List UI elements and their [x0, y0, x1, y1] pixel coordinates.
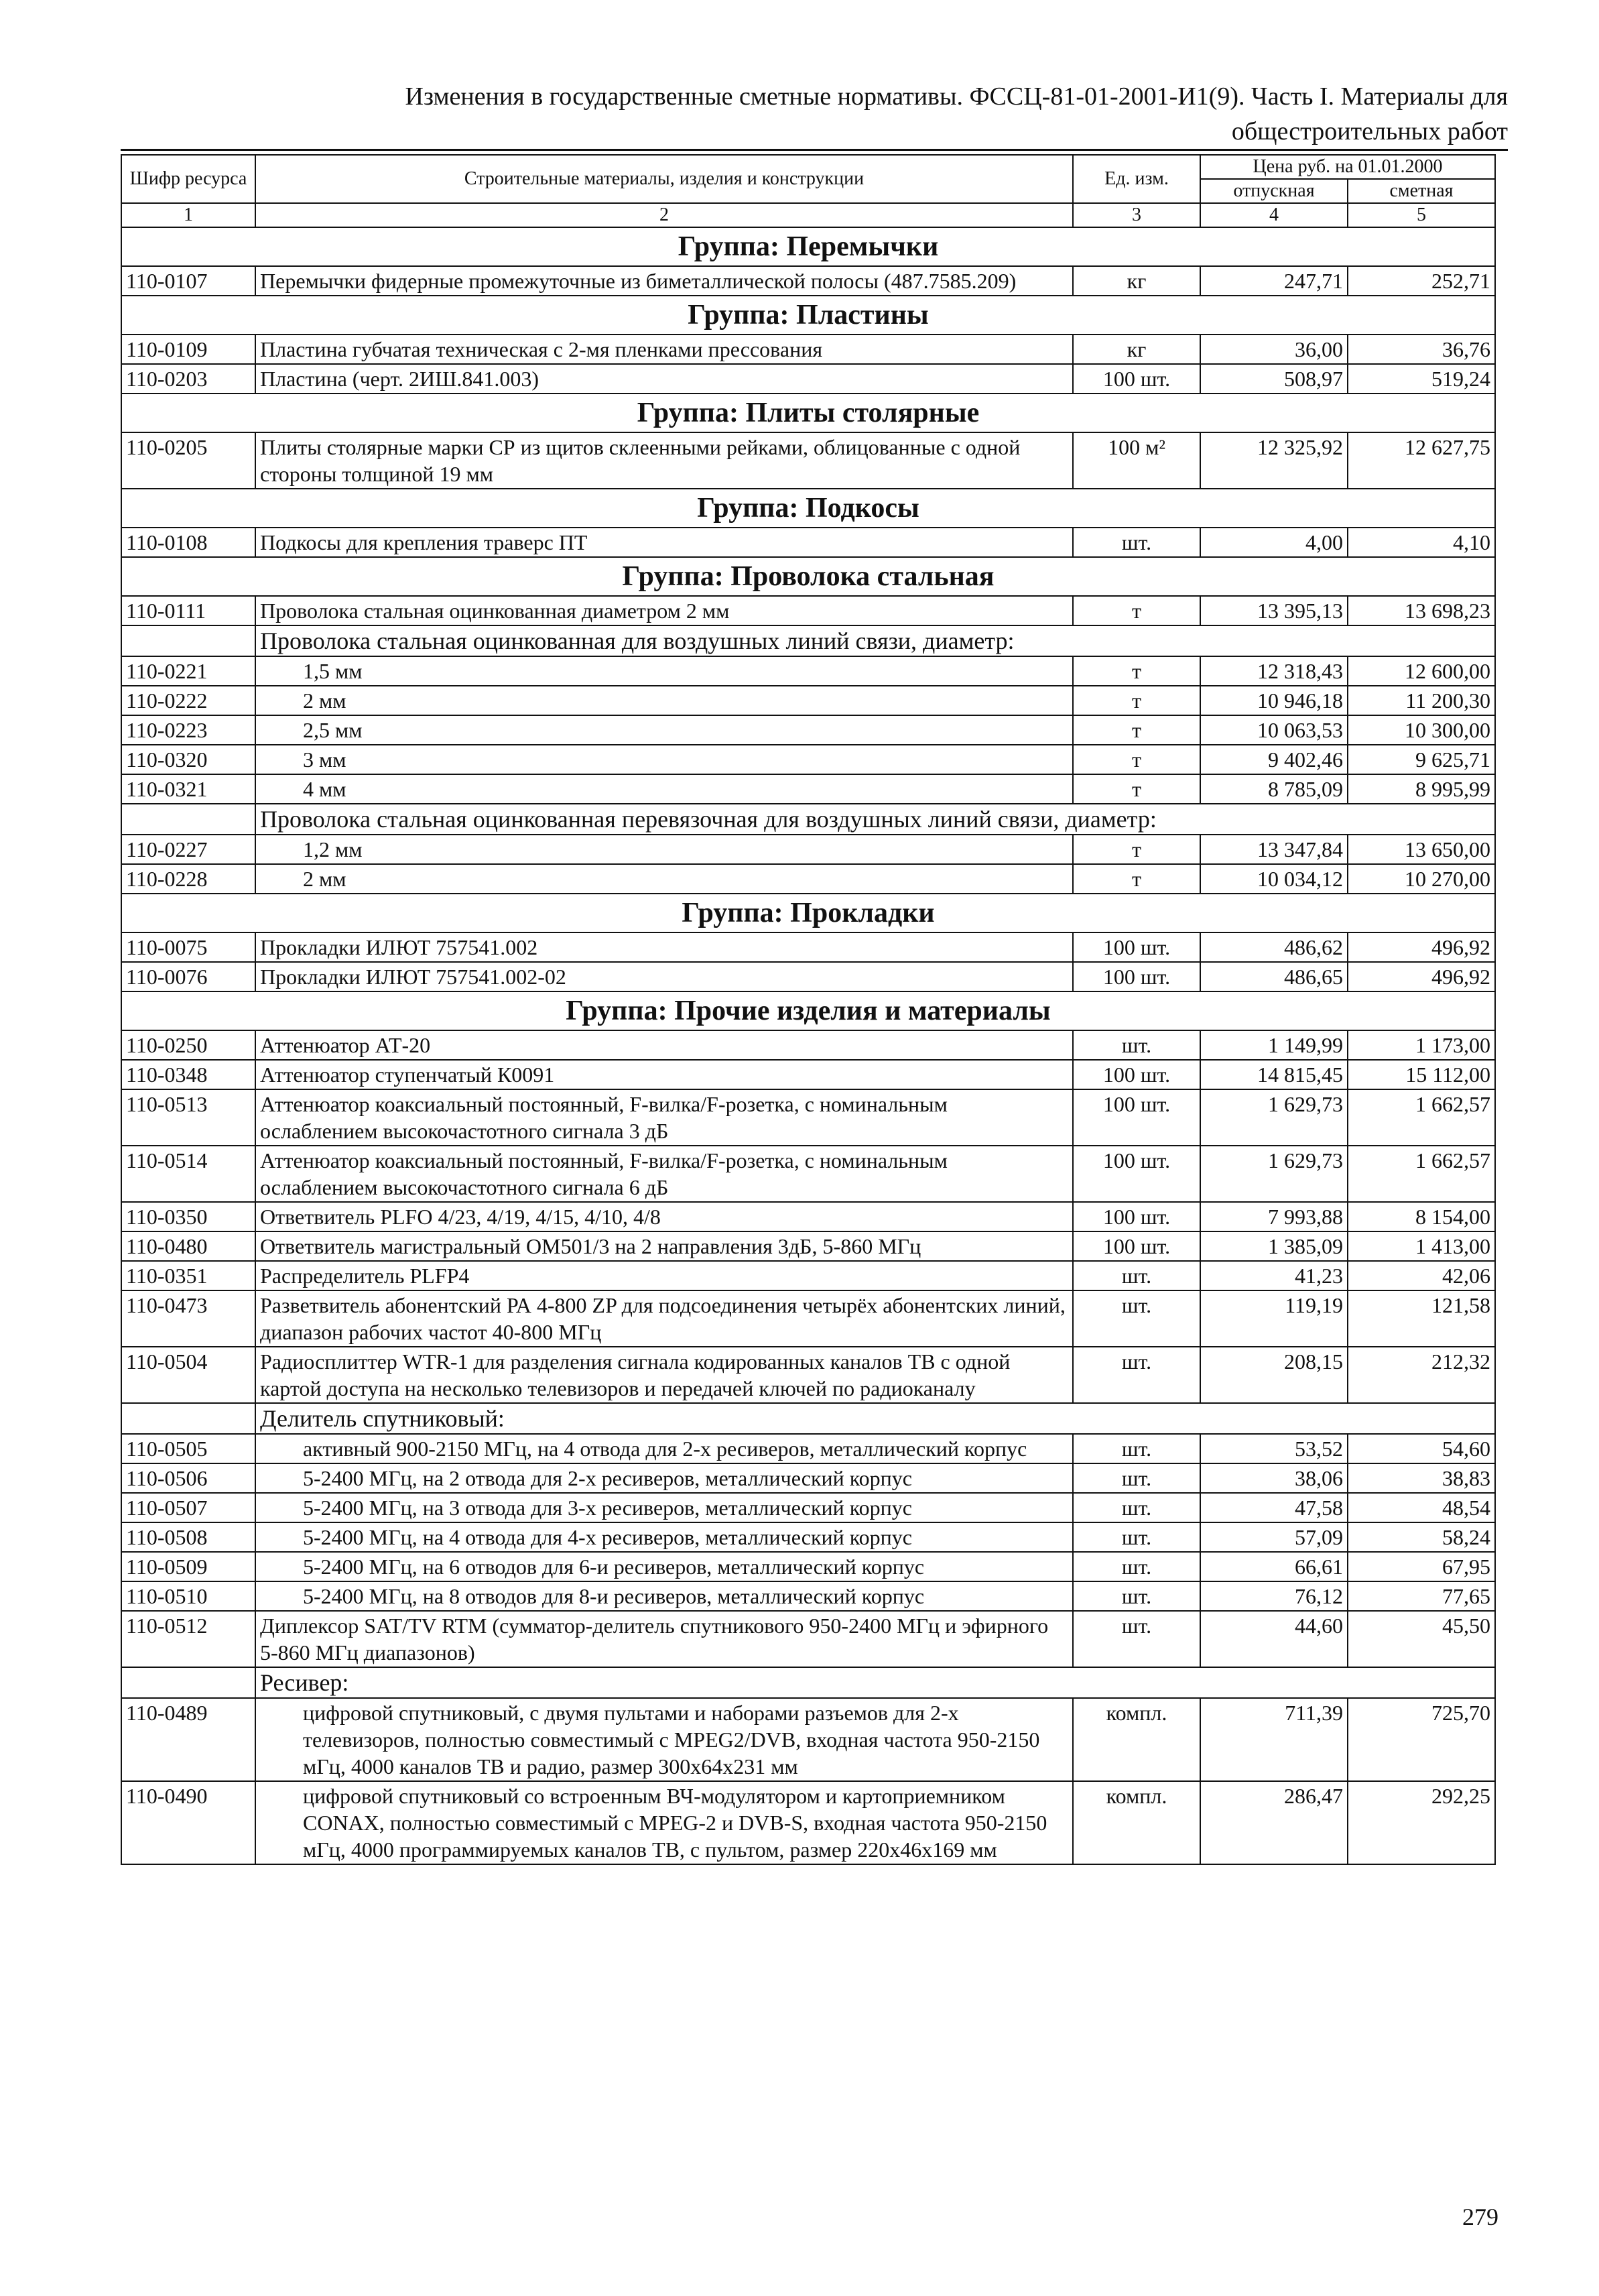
- unit-of-measure: 100 шт.: [1073, 1202, 1200, 1231]
- estimate-price: 10 300,00: [1348, 715, 1495, 745]
- release-price: 9 402,46: [1200, 745, 1348, 774]
- estimate-price: 252,71: [1348, 266, 1495, 296]
- estimate-price: 519,24: [1348, 364, 1495, 394]
- material-name: Ответвитель PLFO 4/23, 4/19, 4/15, 4/10, 4/8: [255, 1202, 1073, 1231]
- estimate-price: 12 627,75: [1348, 432, 1495, 489]
- table-row: [121, 835, 1495, 864]
- col-header-code: Шифр ресурса: [121, 155, 255, 203]
- estimate-price: 121,58: [1348, 1290, 1495, 1347]
- group-title: Группа: Пластины: [121, 296, 1495, 335]
- release-price: 7 993,88: [1200, 1202, 1348, 1231]
- material-name: Аттенюатор коаксиальный постоянный, F-вилка/F-розетка, с номинальным ослаблением высокочастотного сигнала 6 дБ: [255, 1146, 1073, 1202]
- group-heading-row: [121, 489, 1495, 528]
- price-table: [121, 154, 1496, 1865]
- estimate-price: 4,10: [1348, 528, 1495, 557]
- table-row: [121, 745, 1495, 774]
- table-row: [121, 1781, 1495, 1864]
- subgroup-heading-row: [121, 804, 1495, 835]
- header-rule: [121, 149, 1508, 151]
- unit-of-measure: 100 шт.: [1073, 1231, 1200, 1261]
- estimate-price: 15 112,00: [1348, 1060, 1495, 1089]
- estimate-price: 496,92: [1348, 932, 1495, 962]
- resource-code: 110-0504: [121, 1347, 255, 1403]
- release-price: 4,00: [1200, 528, 1348, 557]
- material-name: активный 900-2150 МГц, на 4 отвода для 2-х ресиверов, металлический корпус: [255, 1434, 1073, 1463]
- release-price: 508,97: [1200, 364, 1348, 394]
- group-heading-row: [121, 557, 1495, 596]
- table-row: [121, 1463, 1495, 1493]
- release-price: 10 034,12: [1200, 864, 1348, 894]
- estimate-price: 1 413,00: [1348, 1231, 1495, 1261]
- release-price: 36,00: [1200, 335, 1348, 364]
- table-row: [121, 962, 1495, 991]
- estimate-price: 38,83: [1348, 1463, 1495, 1493]
- unit-of-measure: 100 шт.: [1073, 1089, 1200, 1146]
- release-price: 76,12: [1200, 1581, 1348, 1611]
- material-name: цифровой спутниковый, с двумя пультами и наборами разъемов для 2-х телевизоров, полностью совместимый с MPEG2/DVB, входная частота 950-2150 мГц, 4000 каналов ТВ и радио, размер 300х64х231 мм: [255, 1698, 1073, 1781]
- table-row: [121, 1231, 1495, 1261]
- header-line-1: Изменения в государственные сметные нормативы. ФССЦ-81-01-2001-И1(9). Часть I. Материалы для: [405, 82, 1508, 111]
- group-title: Группа: Прочие изделия и материалы: [121, 991, 1495, 1030]
- material-name: 5-2400 МГц, на 4 отвода для 4-х ресиверов, металлический корпус: [255, 1522, 1073, 1552]
- resource-code: 110-0321: [121, 774, 255, 804]
- table-row: [121, 1552, 1495, 1581]
- material-name: 2 мм: [255, 686, 1073, 715]
- resource-code: 110-0508: [121, 1522, 255, 1552]
- unit-of-measure: шт.: [1073, 1522, 1200, 1552]
- release-price: 247,71: [1200, 266, 1348, 296]
- table-row: [121, 1290, 1495, 1347]
- table-row: [121, 686, 1495, 715]
- release-price: 286,47: [1200, 1781, 1348, 1864]
- estimate-price: 1 173,00: [1348, 1030, 1495, 1060]
- resource-code: 110-0250: [121, 1030, 255, 1060]
- release-price: 711,39: [1200, 1698, 1348, 1781]
- resource-code: 110-0490: [121, 1781, 255, 1864]
- table-row: [121, 1347, 1495, 1403]
- resource-code: 110-0507: [121, 1493, 255, 1522]
- unit-of-measure: т: [1073, 774, 1200, 804]
- table-row: [121, 715, 1495, 745]
- table-row: [121, 1261, 1495, 1290]
- unit-of-measure: шт.: [1073, 1493, 1200, 1522]
- column-numbers-row: [121, 203, 1495, 227]
- table-row: [121, 1522, 1495, 1552]
- release-price: 44,60: [1200, 1611, 1348, 1667]
- material-name: Радиосплиттер WTR-1 для разделения сигнала кодированных каналов ТВ с одной картой доступа на несколько телевизоров и передачей ключей по радиоканалу: [255, 1347, 1073, 1403]
- release-price: 47,58: [1200, 1493, 1348, 1522]
- estimate-price: 58,24: [1348, 1522, 1495, 1552]
- table-row: [121, 864, 1495, 894]
- resource-code: 110-0222: [121, 686, 255, 715]
- estimate-price: 42,06: [1348, 1261, 1495, 1290]
- unit-of-measure: т: [1073, 656, 1200, 686]
- resource-code: 110-0227: [121, 835, 255, 864]
- table-row: [121, 1030, 1495, 1060]
- release-price: 1 629,73: [1200, 1089, 1348, 1146]
- estimate-price: 1 662,57: [1348, 1146, 1495, 1202]
- estimate-price: 12 600,00: [1348, 656, 1495, 686]
- table-row: [121, 1089, 1495, 1146]
- resource-code: 110-0076: [121, 962, 255, 991]
- group-title: Группа: Прокладки: [121, 894, 1495, 932]
- material-name: Плиты столярные марки СР из щитов склеенными рейками, облицованные с одной стороны толщиной 19 мм: [255, 432, 1073, 489]
- estimate-price: 725,70: [1348, 1698, 1495, 1781]
- subgroup-title: Проволока стальная оцинкованная перевязочная для воздушных линий связи, диаметр:: [255, 804, 1495, 835]
- release-price: 57,09: [1200, 1522, 1348, 1552]
- estimate-price: 8 995,99: [1348, 774, 1495, 804]
- resource-code: 110-0513: [121, 1089, 255, 1146]
- table-row: [121, 1202, 1495, 1231]
- release-price: 12 325,92: [1200, 432, 1348, 489]
- resource-code: 110-0506: [121, 1463, 255, 1493]
- table-row: [121, 1060, 1495, 1089]
- material-name: Аттенюатор АТ-20: [255, 1030, 1073, 1060]
- subgroup-title: Делитель спутниковый:: [255, 1403, 1495, 1434]
- subgroup-code-cell: [121, 625, 255, 656]
- unit-of-measure: шт.: [1073, 1290, 1200, 1347]
- material-name: 4 мм: [255, 774, 1073, 804]
- unit-of-measure: шт.: [1073, 1611, 1200, 1667]
- material-name: 2 мм: [255, 864, 1073, 894]
- table-row: [121, 596, 1495, 625]
- unit-of-measure: т: [1073, 686, 1200, 715]
- group-title: Группа: Плиты столярные: [121, 394, 1495, 432]
- resource-code: 110-0109: [121, 335, 255, 364]
- estimate-price: 77,65: [1348, 1581, 1495, 1611]
- unit-of-measure: шт.: [1073, 1347, 1200, 1403]
- col-number: 2: [255, 203, 1073, 227]
- release-price: 119,19: [1200, 1290, 1348, 1347]
- estimate-price: 1 662,57: [1348, 1089, 1495, 1146]
- unit-of-measure: 100 шт.: [1073, 1060, 1200, 1089]
- estimate-price: 212,32: [1348, 1347, 1495, 1403]
- table-row: [121, 1434, 1495, 1463]
- material-name: 1,2 мм: [255, 835, 1073, 864]
- unit-of-measure: 100 шт.: [1073, 364, 1200, 394]
- unit-of-measure: т: [1073, 715, 1200, 745]
- col-header-unit: Ед. изм.: [1073, 155, 1200, 203]
- material-name: Прокладки ИЛЮТ 757541.002: [255, 932, 1073, 962]
- col-number: 3: [1073, 203, 1200, 227]
- release-price: 13 347,84: [1200, 835, 1348, 864]
- subgroup-code-cell: [121, 1403, 255, 1434]
- unit-of-measure: т: [1073, 835, 1200, 864]
- release-price: 13 395,13: [1200, 596, 1348, 625]
- table-row: [121, 1146, 1495, 1202]
- estimate-price: 48,54: [1348, 1493, 1495, 1522]
- resource-code: 110-0489: [121, 1698, 255, 1781]
- resource-code: 110-0509: [121, 1552, 255, 1581]
- estimate-price: 36,76: [1348, 335, 1495, 364]
- group-heading-row: [121, 394, 1495, 432]
- release-price: 208,15: [1200, 1347, 1348, 1403]
- group-heading-row: [121, 991, 1495, 1030]
- subgroup-code-cell: [121, 1667, 255, 1698]
- subgroup-heading-row: [121, 1667, 1495, 1698]
- subgroup-heading-row: [121, 1403, 1495, 1434]
- release-price: 8 785,09: [1200, 774, 1348, 804]
- unit-of-measure: шт.: [1073, 1463, 1200, 1493]
- material-name: Аттенюатор коаксиальный постоянный, F-вилка/F-розетка, с номинальным ослаблением высокочастотного сигнала 3 дБ: [255, 1089, 1073, 1146]
- resource-code: 110-0320: [121, 745, 255, 774]
- resource-code: 110-0203: [121, 364, 255, 394]
- material-name: цифровой спутниковый со встроенным ВЧ-модулятором и картоприемником CONAX, полностью совместимый с MPEG-2 и DVB-S, входная частота 950-2150 мГц, 4000 программируемых каналов ТВ, с пультом, размер 220х46х169 мм: [255, 1781, 1073, 1864]
- group-heading-row: [121, 296, 1495, 335]
- material-name: Подкосы для крепления траверс ПТ: [255, 528, 1073, 557]
- subgroup-heading-row: [121, 625, 1495, 656]
- material-name: 5-2400 МГц, на 3 отвода для 3-х ресиверов, металлический корпус: [255, 1493, 1073, 1522]
- table-row: [121, 774, 1495, 804]
- estimate-price: 496,92: [1348, 962, 1495, 991]
- unit-of-measure: т: [1073, 864, 1200, 894]
- estimate-price: 13 650,00: [1348, 835, 1495, 864]
- material-name: 5-2400 МГц, на 8 отводов для 8-и ресиверов, металлический корпус: [255, 1581, 1073, 1611]
- table-row: [121, 1581, 1495, 1611]
- resource-code: 110-0075: [121, 932, 255, 962]
- unit-of-measure: кг: [1073, 335, 1200, 364]
- estimate-price: 45,50: [1348, 1611, 1495, 1667]
- unit-of-measure: 100 шт.: [1073, 962, 1200, 991]
- unit-of-measure: шт.: [1073, 1261, 1200, 1290]
- unit-of-measure: шт.: [1073, 1030, 1200, 1060]
- material-name: Проволока стальная оцинкованная диаметром 2 мм: [255, 596, 1073, 625]
- group-title: Группа: Перемычки: [121, 227, 1495, 266]
- resource-code: 110-0348: [121, 1060, 255, 1089]
- material-name: 1,5 мм: [255, 656, 1073, 686]
- resource-code: 110-0228: [121, 864, 255, 894]
- unit-of-measure: шт.: [1073, 528, 1200, 557]
- table-row: [121, 932, 1495, 962]
- material-name: 3 мм: [255, 745, 1073, 774]
- col-number: 5: [1348, 203, 1495, 227]
- resource-code: 110-0351: [121, 1261, 255, 1290]
- unit-of-measure: т: [1073, 745, 1200, 774]
- resource-code: 110-0107: [121, 266, 255, 296]
- material-name: Распределитель PLFP4: [255, 1261, 1073, 1290]
- resource-code: 110-0221: [121, 656, 255, 686]
- material-name: Перемычки фидерные промежуточные из биметаллической полосы (487.7585.209): [255, 266, 1073, 296]
- estimate-price: 54,60: [1348, 1434, 1495, 1463]
- table-row: [121, 335, 1495, 364]
- col-header-price: Цена руб. на 01.01.2000: [1200, 155, 1495, 179]
- material-name: Ответвитель магистральный ОМ501/3 на 2 направления 3дБ, 5-860 МГц: [255, 1231, 1073, 1261]
- material-name: Аттенюатор ступенчатый К0091: [255, 1060, 1073, 1089]
- estimate-price: 8 154,00: [1348, 1202, 1495, 1231]
- release-price: 10 063,53: [1200, 715, 1348, 745]
- group-title: Группа: Проволока стальная: [121, 557, 1495, 596]
- unit-of-measure: компл.: [1073, 1781, 1200, 1864]
- release-price: 1 385,09: [1200, 1231, 1348, 1261]
- table-row: [121, 528, 1495, 557]
- release-price: 10 946,18: [1200, 686, 1348, 715]
- col-header-name: Строительные материалы, изделия и конструкции: [255, 155, 1073, 203]
- release-price: 1 629,73: [1200, 1146, 1348, 1202]
- resource-code: 110-0505: [121, 1434, 255, 1463]
- table-body: [121, 227, 1495, 1864]
- material-name: Пластина (черт. 2ИШ.841.003): [255, 364, 1073, 394]
- unit-of-measure: шт.: [1073, 1434, 1200, 1463]
- release-price: 53,52: [1200, 1434, 1348, 1463]
- unit-of-measure: 100 м²: [1073, 432, 1200, 489]
- table-row: [121, 1698, 1495, 1781]
- material-name: 2,5 мм: [255, 715, 1073, 745]
- unit-of-measure: 100 шт.: [1073, 932, 1200, 962]
- col-header-release: отпускная: [1200, 179, 1348, 203]
- table-row: [121, 266, 1495, 296]
- release-price: 41,23: [1200, 1261, 1348, 1290]
- resource-code: 110-0350: [121, 1202, 255, 1231]
- page-header: [121, 79, 1508, 149]
- subgroup-title: Ресивер:: [255, 1667, 1495, 1698]
- material-name: 5-2400 МГц, на 6 отводов для 6-и ресиверов, металлический корпус: [255, 1552, 1073, 1581]
- unit-of-measure: т: [1073, 596, 1200, 625]
- resource-code: 110-0205: [121, 432, 255, 489]
- col-header-estimate: сметная: [1348, 179, 1495, 203]
- release-price: 486,65: [1200, 962, 1348, 991]
- unit-of-measure: шт.: [1073, 1581, 1200, 1611]
- material-name: Прокладки ИЛЮТ 757541.002-02: [255, 962, 1073, 991]
- subgroup-code-cell: [121, 804, 255, 835]
- estimate-price: 13 698,23: [1348, 596, 1495, 625]
- material-name: Пластина губчатая техническая с 2-мя пленками прессования: [255, 335, 1073, 364]
- release-price: 14 815,45: [1200, 1060, 1348, 1089]
- unit-of-measure: кг: [1073, 266, 1200, 296]
- release-price: 1 149,99: [1200, 1030, 1348, 1060]
- material-name: Разветвитель абонентский РА 4-800 ZP для подсоединения четырёх абонентских линий, диапазон рабочих частот 40-800 МГц: [255, 1290, 1073, 1347]
- resource-code: 110-0111: [121, 596, 255, 625]
- release-price: 12 318,43: [1200, 656, 1348, 686]
- material-name: Диплексор SAT/TV RTM (сумматор-делитель спутникового 950-2400 МГц и эфирного 5-860 МГц диапазонов): [255, 1611, 1073, 1667]
- resource-code: 110-0473: [121, 1290, 255, 1347]
- estimate-price: 11 200,30: [1348, 686, 1495, 715]
- col-number: 4: [1200, 203, 1348, 227]
- unit-of-measure: шт.: [1073, 1552, 1200, 1581]
- table-row: [121, 432, 1495, 489]
- resource-code: 110-0510: [121, 1581, 255, 1611]
- release-price: 486,62: [1200, 932, 1348, 962]
- resource-code: 110-0223: [121, 715, 255, 745]
- estimate-price: 67,95: [1348, 1552, 1495, 1581]
- table-row: [121, 1493, 1495, 1522]
- group-heading-row: [121, 894, 1495, 932]
- resource-code: 110-0512: [121, 1611, 255, 1667]
- material-name: 5-2400 МГц, на 2 отвода для 2-х ресиверов, металлический корпус: [255, 1463, 1073, 1493]
- estimate-price: 292,25: [1348, 1781, 1495, 1864]
- table-row: [121, 1611, 1495, 1667]
- group-heading-row: [121, 227, 1495, 266]
- unit-of-measure: компл.: [1073, 1698, 1200, 1781]
- col-number: 1: [121, 203, 255, 227]
- release-price: 66,61: [1200, 1552, 1348, 1581]
- resource-code: 110-0514: [121, 1146, 255, 1202]
- table-row: [121, 364, 1495, 394]
- unit-of-measure: 100 шт.: [1073, 1146, 1200, 1202]
- subgroup-title: Проволока стальная оцинкованная для воздушных линий связи, диаметр:: [255, 625, 1495, 656]
- header-line-2: общестроительных работ: [1231, 117, 1508, 145]
- estimate-price: 10 270,00: [1348, 864, 1495, 894]
- resource-code: 110-0480: [121, 1231, 255, 1261]
- resource-code: 110-0108: [121, 528, 255, 557]
- estimate-price: 9 625,71: [1348, 745, 1495, 774]
- release-price: 38,06: [1200, 1463, 1348, 1493]
- page-number: 279: [1462, 2203, 1498, 2230]
- table-row: [121, 656, 1495, 686]
- group-title: Группа: Подкосы: [121, 489, 1495, 528]
